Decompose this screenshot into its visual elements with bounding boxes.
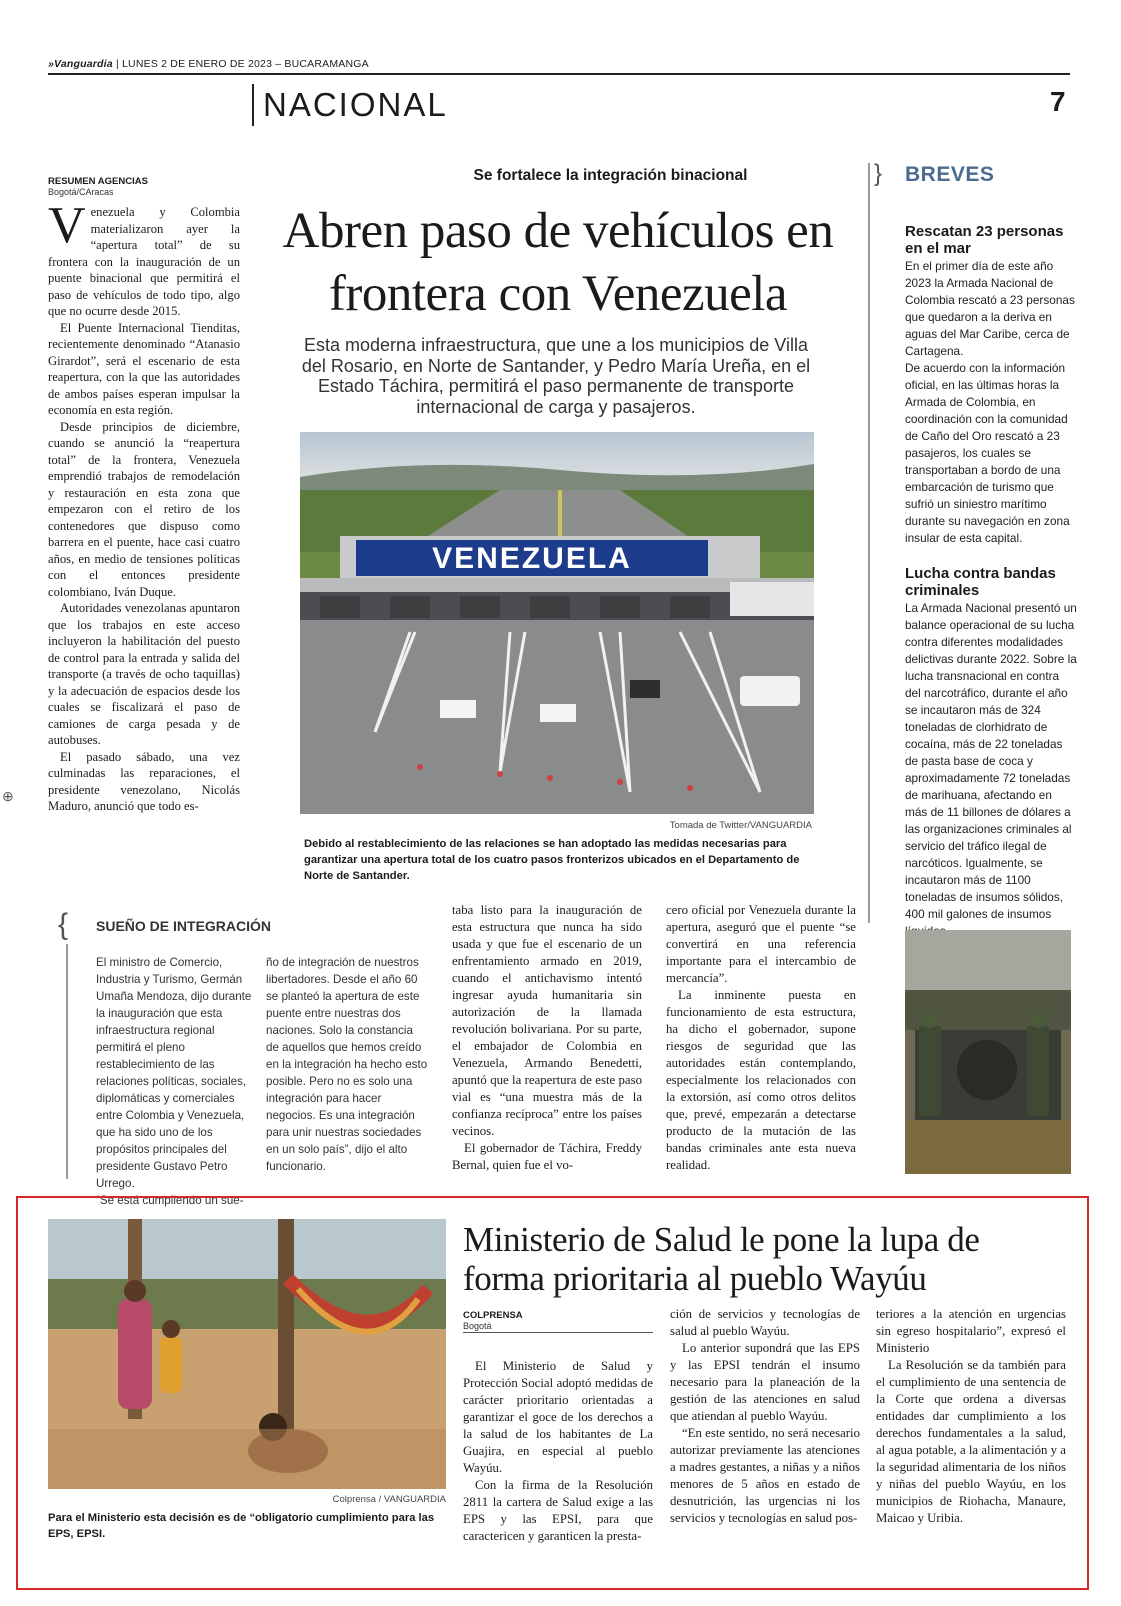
salud-column-3 bbox=[876, 1306, 1066, 1527]
paragraph: El Ministerio de Salud y Protección Social adoptó medidas de carácter prioritario orientadas a garantizar el goce de los derechos a la salud de los habitantes de La Guajira, en especial al pueblo Wayúu. bbox=[463, 1359, 653, 1475]
top-rule bbox=[48, 73, 1070, 75]
crosshair-icon: ⊕ bbox=[2, 788, 14, 804]
breve-body: La Armada Nacional presentó un balance operacional de su lucha contra diferentes modalidades delictivas durante 2022. Sobre la lucha transnacional en contra del narcotráfico, durante el año se incautaron más de 324 toneladas de clorhidrato de cocaína, más de 22 toneladas de pasta base de coca y aproximadamente 72 toneladas de marihuana, afectando en más de 11 billones de dólares a las organizaciones criminales al servicio del tráfico ilegal de narcóticos. Igualmente, se incautaron más de 1100 toneladas de insumos sólidos, 400 mil galones de insumos bbox=[905, 601, 1077, 921]
photo-credit: Colprensa / VANGUARDIA bbox=[332, 1494, 446, 1505]
breves-title: BREVES bbox=[905, 163, 995, 186]
brand-logo: »Vanguardia bbox=[48, 58, 113, 70]
paragraph: ción de servicios y tecnologías de salud al pueblo Wayúu. bbox=[670, 1307, 860, 1338]
sueno-column-1 bbox=[96, 954, 258, 1209]
page-number: 7 bbox=[1050, 86, 1066, 117]
breve-headline: Lucha contra bandas criminales bbox=[905, 565, 1056, 599]
sueno-title: SUEÑO DE INTEGRACIÓN bbox=[96, 918, 272, 934]
navy-photo bbox=[905, 930, 1071, 1174]
photo-sign: VENEZUELA bbox=[432, 542, 632, 575]
drop-cap: V bbox=[48, 197, 86, 254]
section-title: NACIONAL bbox=[263, 86, 448, 123]
kicker: Se fortalece la integración binacional bbox=[473, 167, 748, 184]
breves-divider bbox=[868, 163, 870, 923]
brace-icon: { bbox=[58, 908, 69, 941]
paragraph: cero oficial por Venezuela durante la apertura, aseguró que el puente “se convertirá en una referencia importante para el intercambio de mercancía”. bbox=[666, 903, 856, 985]
paragraph: “Se está cumpliendo un sue- bbox=[96, 1194, 244, 1207]
salud-byline-place: Bogotá bbox=[463, 1321, 492, 1331]
main-byline: RESUMEN AGENCIAS bbox=[48, 176, 148, 187]
paragraph: La inminente puesta en funcionamiento de esta estructura, ha dicho el gobernador, supone riesgos de seguridad que las autoridades están contemplando, especialmente los relacionados con la extorsión, así como otros delitos que, prevé, empezarán a detectarse producto de la mutación de las bandas criminales ante esta nueva realidad. bbox=[666, 988, 856, 1172]
byline-rule bbox=[463, 1332, 653, 1333]
main-column-3 bbox=[666, 902, 856, 1174]
paragraph: En el primer día de este año 2023 la Armada Nacional de Colombia rescató a 23 personas que quedaron a la deriva en aguas del Mar Caribe, cerca de Cartagena. bbox=[905, 259, 1075, 358]
photo-caption: Para el Ministerio esta decisión es de “obligatorio cumplimiento para las EPS, EPSI. bbox=[48, 1512, 435, 1540]
salud-column-2 bbox=[670, 1306, 860, 1527]
paragraph bbox=[48, 197, 240, 320]
main-body-left bbox=[48, 197, 240, 815]
paragraph: El ministro de Comercio, Industria y Turismo, Germán Umaña Mendoza, dijo durante la inauguración que esta infraestructura regional permitirá el pleno restablecimiento de las relaciones políticas, sociales, diplomáticas y comerciales entre Colombia y Venezuela, que ha sido uno de los propósitos principales del presidente Gustavo Petro Urrego. bbox=[96, 956, 252, 1190]
salud-column-1 bbox=[463, 1358, 653, 1545]
paragraph: taba listo para la inauguración de esta estructura que nunca ha sido usada y que fue el escenario de un enfrentamiento armado en 2019, cuando el antichavismo intentó ingresar ayuda humanitaria sin autorización de la llamada revolución bolivariana. Por su parte, el embajador de Colombia en Venezuela, Armando Benedetti, apuntó que la reapertura de este paso vial es “una muestra más de la confianza recíproca” entre los países vecinos. bbox=[452, 903, 642, 1138]
paragraph: Desde principios de diciembre, cuando se anunció la “reapertura total” de la frontera, Venezuela emprendió trabajos de remodelación y restauración en esta zona que empezaron con el retiro de los contenedores que dispuso como barrera en el puente, hace casi cuatro años, en medio de tensiones políticas con el entonces presidente colombiano, Iván Duque. bbox=[48, 419, 240, 599]
photo-caption: Debido al restablecimiento de las relaciones se han adoptado las medidas necesarias para garantizar una apertura total de los cuatro pasos fronterizos ubicados en el Departamento de Norte de Santander. bbox=[304, 838, 800, 882]
sueno-column-2: ño de integración de nuestros libertadores. Desde el año 60 se planteó la apertura de este puente entre nuestras dos naciones. Solo la constancia de aquellos que hemos creído en la integración ha hecho esto posible. Pero no es solo una integración para hacer negocios. Es una integración para unir nuestras sociedades en un solo país”, dijo el alto funcionario. bbox=[266, 956, 428, 1173]
paragraph: Lo anterior supondrá que las EPS y las EPSI tendrán el insumo necesario para la planeación de la gestión de las atenciones en salud que atiendan al pueblo Wayúu. bbox=[670, 1341, 860, 1423]
breve-headline: Rescatan 23 personas en el mar bbox=[905, 223, 1064, 257]
main-column-2 bbox=[452, 902, 642, 1174]
paragraph-text: enezuela y Colombia materializaron ayer la “apertura total” de su frontera con la inauguración de un puente binacional que permitirá el paso de vehículos de todo tipo, algo que no ocurre desde 2015. bbox=[48, 205, 240, 318]
dateline: LUNES 2 DE ENERO DE 2023 – BUCARAMANGA bbox=[122, 58, 369, 70]
paragraph: La Resolución se da también para el cumplimiento de una sentencia de la Corte que ordena a diversas entidades dar cumplimiento a los derechos fundamentales a la salud, al agua potable, a la alimentación y a la seguridad alimentaria de los niños y niñas del pueblo Wayúu, en los municipios de Riohacha, Manaure, Maicao y Uribia. bbox=[876, 1358, 1066, 1525]
paragraph: El gobernador de Táchira, Freddy Bernal, quien fue el vo- bbox=[452, 1141, 642, 1172]
sueno-divider bbox=[66, 944, 68, 1179]
deck: Esta moderna infraestructura, que une a los municipios de Villa del Rosario, en Norte de Santander, y Pedro María Ureña, en el Estado Táchira, permitirá el paso permanente de transporte internacional de carga y pasajeros. bbox=[301, 335, 811, 417]
breve-body bbox=[905, 258, 1077, 547]
border-crossing-photo bbox=[300, 432, 814, 814]
photo-credit: Tomada de Twitter/VANGUARDIA bbox=[669, 820, 812, 831]
salud-headline: Ministerio de Salud le pone la lupa de forma prioritaria al pueblo Wayúu bbox=[463, 1220, 980, 1298]
paragraph: Con la firma de la Resolución 2811 la cartera de Salud exige a las EPS y las EPSI, para que caractericen y garanticen la presta- bbox=[463, 1478, 653, 1543]
brace-icon: } bbox=[874, 160, 883, 187]
paragraph: El Puente Internacional Tienditas, recientemente denominado “Atanasio Girardot”, será el escenario de esta reapertura, con la que las autoridades de ambos países esperan impulsar la economía en esta región. bbox=[48, 320, 240, 417]
wayuu-photo bbox=[48, 1219, 446, 1489]
headline: Abren paso de vehículos en frontera con Venezuela bbox=[282, 203, 834, 322]
paragraph: El pasado sábado, una vez culminadas las reparaciones, el presidente venezolano, Nicolás Maduro, anunció que todo es- bbox=[48, 749, 240, 813]
section-divider bbox=[252, 84, 254, 126]
paragraph: teriores a la atención en urgencias sin egreso hospitalario”, expresó el Ministerio bbox=[876, 1307, 1066, 1355]
paragraph: Autoridades venezolanas apuntaron que los trabajos en este acceso incluyeron la habilitación del puesto de control para la entrada y salida del transporte (a través de ocho taquillas) y la adecuación de espacios desde los cuales se fiscalizará el paso de camiones de carga pesada y de autobuses. bbox=[48, 601, 240, 747]
salud-byline: COLPRENSA bbox=[463, 1310, 523, 1321]
main-byline-place: Bogotá/CAracas bbox=[48, 187, 114, 197]
paragraph: De acuerdo con la información oficial, en las últimas horas la Armada de Colombia, en coordinación con la comunidad de Caño del Oro rescató a 23 pasajeros, los cuales se transportaban a bordo de una embarcación de turismo que sufrió un siniestro marítimo durante su navegación en zona insular de esta capital. bbox=[905, 361, 1070, 545]
paragraph: “En este sentido, no será necesario autorizar previamente las atenciones a madres gestantes, a niñas y a niños menores de 5 años en estado de desnutrición, las urgencias ni los servicios y tecnologías en salud pos- bbox=[670, 1426, 860, 1525]
masthead: »Vanguardia | LUNES 2 DE ENERO DE 2023 – BUCARAMANGA bbox=[48, 58, 369, 70]
